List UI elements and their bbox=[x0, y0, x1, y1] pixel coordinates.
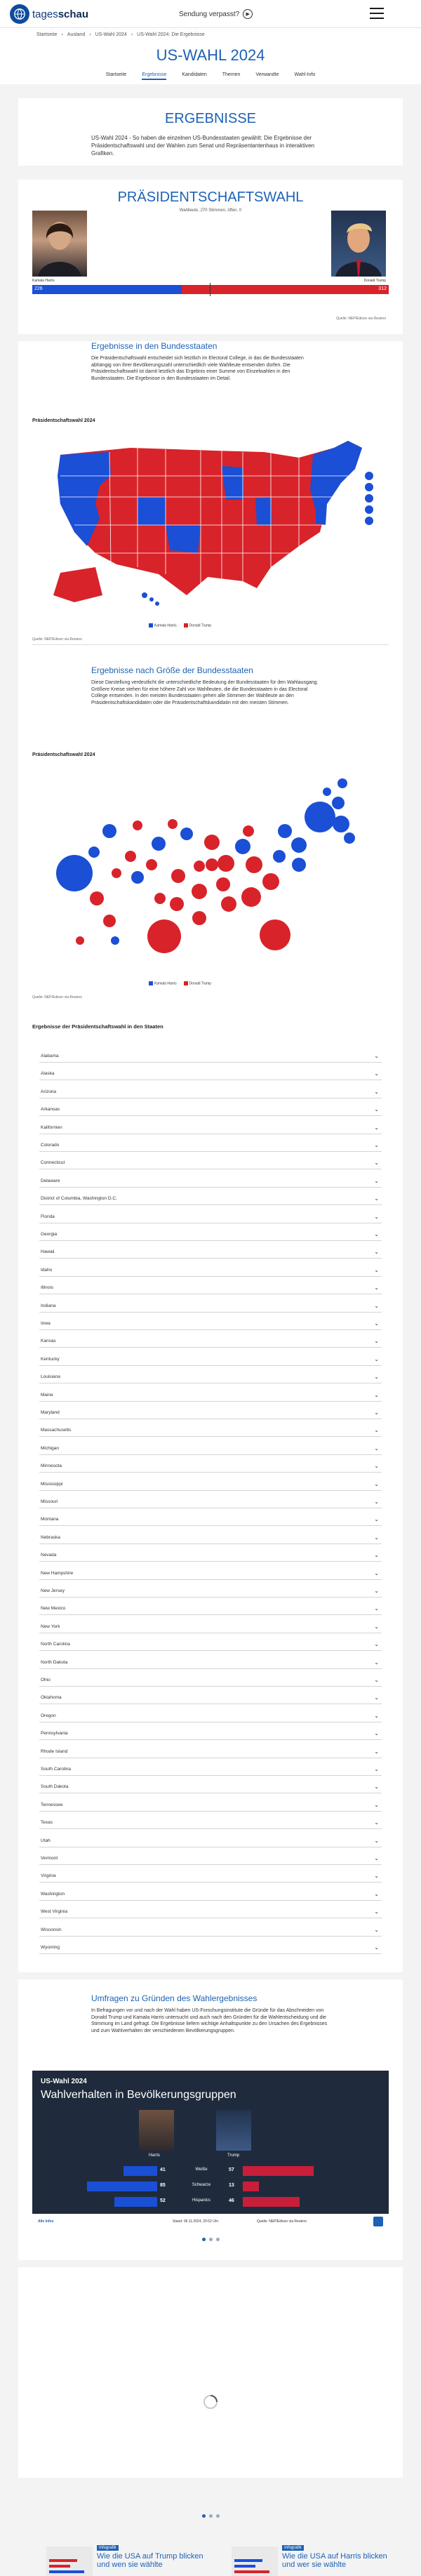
breadcrumb-item[interactable]: Ausland bbox=[67, 32, 86, 37]
harris-share-bar bbox=[123, 2166, 157, 2176]
state-name: Idaho bbox=[41, 1267, 53, 1273]
teaser-harris[interactable] bbox=[232, 2542, 400, 2576]
chevron-down-icon: ⌄ bbox=[374, 1926, 379, 1933]
state-name: New Hampshire bbox=[41, 1570, 74, 1576]
state-accordion-item[interactable] bbox=[39, 1246, 382, 1259]
chevron-down-icon: ⌄ bbox=[374, 1623, 379, 1630]
chevron-down-icon: ⌄ bbox=[374, 1427, 379, 1434]
harris-votes: 226 bbox=[34, 286, 43, 291]
chevron-down-icon: ⌄ bbox=[374, 1801, 379, 1808]
state-name: Massachusetts bbox=[41, 1428, 72, 1433]
teaser-title: Wie die USA auf Trump blicken und wen sie wählte bbox=[97, 2552, 203, 2569]
state-accordion-item[interactable] bbox=[39, 1710, 382, 1722]
teaser-kicker: Infografik bbox=[97, 2545, 119, 2551]
state-accordion-item[interactable] bbox=[39, 1050, 382, 1063]
teaser-trump[interactable] bbox=[46, 2542, 215, 2576]
state-name: Wisconsin bbox=[41, 1927, 62, 1932]
breadcrumb: Startseite › Ausland › US-Wahl 2024 › US-Wahl 2024: Die Ergebnisse bbox=[36, 32, 205, 37]
state-name: South Carolina bbox=[41, 1767, 71, 1772]
state-name: New York bbox=[41, 1624, 60, 1629]
harris-share-value: 52 bbox=[160, 2198, 166, 2203]
state-accordion-item[interactable] bbox=[39, 1852, 382, 1865]
chevron-down-icon: ⌄ bbox=[374, 1890, 379, 1897]
trump-share-bar bbox=[243, 2197, 300, 2207]
chevron-down-icon: ⌄ bbox=[374, 1730, 379, 1737]
chevron-down-icon: ⌄ bbox=[374, 1106, 379, 1113]
tab-wahl-info[interactable]: Wahl-Info bbox=[294, 72, 316, 77]
survey-group-row bbox=[32, 2165, 389, 2176]
electoral-votes-bar bbox=[32, 285, 389, 294]
state-accordion-item[interactable] bbox=[39, 1478, 382, 1491]
survey-timestamp: Stand: 06.11.2024, 20:52 Uhr bbox=[173, 2219, 219, 2224]
chevron-down-icon: ⌄ bbox=[374, 1070, 379, 1077]
chevron-down-icon: ⌄ bbox=[374, 1588, 379, 1594]
state-accordion-item[interactable] bbox=[39, 1924, 382, 1937]
brand-prefix: tages bbox=[32, 8, 58, 20]
state-accordion-item[interactable] bbox=[39, 1335, 382, 1348]
chevron-down-icon: ⌄ bbox=[374, 1837, 379, 1844]
state-name: Delaware bbox=[41, 1178, 60, 1183]
state-accordion-item[interactable] bbox=[39, 1585, 382, 1598]
chevron-down-icon: ⌄ bbox=[374, 1677, 379, 1683]
tab-ergebnisse[interactable]: Ergebnisse bbox=[142, 72, 166, 80]
state-accordion-item[interactable] bbox=[39, 1835, 382, 1847]
survey-carousel-dots[interactable] bbox=[18, 2238, 403, 2241]
state-accordion-item[interactable] bbox=[39, 1282, 382, 1294]
play-icon: ▶ bbox=[243, 9, 253, 19]
state-name: Minnesota bbox=[41, 1463, 62, 1469]
trump-share-bar bbox=[243, 2166, 314, 2176]
chevron-down-icon: ⌄ bbox=[374, 1480, 379, 1487]
page-header bbox=[0, 28, 421, 84]
chevron-down-icon: ⌄ bbox=[374, 1641, 379, 1648]
state-name: Oregon bbox=[41, 1713, 56, 1718]
state-accordion-item[interactable] bbox=[39, 1781, 382, 1793]
chevron-down-icon: ⌄ bbox=[374, 1944, 379, 1951]
state-name: Louisiana bbox=[41, 1374, 60, 1380]
harris-share-value: 85 bbox=[160, 2183, 166, 2188]
survey-group-label: Hispanics bbox=[192, 2198, 210, 2203]
trump-survey-label: Trump bbox=[227, 2153, 240, 2158]
harris-bar bbox=[32, 285, 182, 294]
state-name: Washington bbox=[41, 1891, 65, 1897]
tab-startseite[interactable]: Startseite bbox=[105, 72, 127, 77]
state-name: Montana bbox=[41, 1517, 59, 1522]
survey-source: Quelle: NEP/Edison via Reuters bbox=[257, 2219, 307, 2224]
state-accordion-item[interactable] bbox=[39, 1870, 382, 1883]
state-accordion-item[interactable] bbox=[39, 1567, 382, 1580]
state-name: Oklahoma bbox=[41, 1695, 62, 1701]
state-accordion-item[interactable] bbox=[39, 1799, 382, 1812]
state-accordion-item[interactable] bbox=[39, 1103, 382, 1116]
survey-graphic bbox=[32, 2071, 389, 2229]
survey-group-label: Schwarze bbox=[192, 2183, 211, 2187]
bubble-legend bbox=[149, 981, 211, 985]
state-accordion-item[interactable] bbox=[39, 1264, 382, 1277]
state-accordion-item[interactable] bbox=[39, 1193, 382, 1205]
teaser-chart-thumbnail bbox=[46, 2547, 93, 2576]
chevron-down-icon: ⌄ bbox=[374, 1249, 379, 1256]
trump-survey-portrait bbox=[216, 2110, 251, 2151]
state-name: Maine bbox=[41, 1392, 53, 1397]
state-name: Virginia bbox=[41, 1873, 56, 1879]
harris-portrait bbox=[32, 211, 87, 277]
state-accordion-item[interactable] bbox=[39, 1157, 382, 1169]
teaser-chart-thumbnail bbox=[232, 2547, 278, 2576]
chevron-down-icon: ⌄ bbox=[374, 1142, 379, 1148]
tagesschau-logo[interactable] bbox=[10, 4, 88, 24]
chevron-down-icon: ⌄ bbox=[374, 1231, 379, 1237]
bubble-heading: Ergebnisse nach Größe der Bundesstaaten bbox=[91, 665, 253, 675]
states-card bbox=[18, 341, 403, 1046]
state-accordion-item[interactable] bbox=[39, 1657, 382, 1669]
state-accordion-item[interactable] bbox=[39, 1817, 382, 1829]
bubble-map bbox=[32, 761, 383, 971]
chevron-down-icon: ⌄ bbox=[374, 1516, 379, 1523]
chevron-down-icon: ⌄ bbox=[374, 1195, 379, 1202]
survey-footer bbox=[32, 2214, 389, 2229]
state-name: Iowa bbox=[41, 1321, 51, 1326]
state-accordion-item[interactable] bbox=[39, 1371, 382, 1383]
brand-suffix: schau bbox=[58, 8, 89, 20]
presidential-card bbox=[18, 180, 403, 334]
state-accordion-item[interactable] bbox=[39, 1496, 382, 1508]
chevron-down-icon: ⌄ bbox=[374, 1748, 379, 1755]
state-name: Texas bbox=[41, 1820, 53, 1826]
chevron-down-icon: ⌄ bbox=[374, 1320, 379, 1327]
state-name: Georgia bbox=[41, 1232, 58, 1237]
trump-name: Donald Trump bbox=[363, 279, 386, 283]
trump-bar bbox=[182, 285, 389, 294]
survey-card-title: Wahlverhalten in Bevölkerungsgruppen bbox=[41, 2089, 236, 2101]
bubble-text: Diese Darstellung verdeutlicht die unterschiedliche Bedeutung der Bundesstaaten für den Wahlausgang. Größere Kreise stehen für eine höhere Zahl von Wahlleuten, die die Bundesstaaten in das Electoral College entsenden. In den meisten Bundesstaaten gehen alle Stimmen der Wahlleute an den Präsidentschaftskandidaten oder die Präsidentschaftskandidatin mit den meisten Stimmen. bbox=[91, 680, 319, 705]
tab-verwandte[interactable]: Verwandte bbox=[255, 72, 279, 77]
harris-survey-portrait bbox=[139, 2110, 174, 2151]
expand-icon[interactable] bbox=[373, 2217, 383, 2226]
state-accordion-item[interactable] bbox=[39, 1228, 382, 1241]
state-name: Vermont bbox=[41, 1856, 58, 1861]
state-name: Nevada bbox=[41, 1553, 57, 1558]
presidential-source: Quelle: NEP/Edison via Reuters bbox=[336, 317, 386, 321]
chevron-down-icon: ⌄ bbox=[374, 1659, 379, 1666]
chevron-down-icon: ⌄ bbox=[374, 1552, 379, 1559]
chevron-down-icon: ⌄ bbox=[374, 1088, 379, 1095]
globe-icon bbox=[10, 4, 29, 24]
state-name: Michigan bbox=[41, 1445, 60, 1451]
section-tabs bbox=[0, 72, 421, 80]
state-accordion-item[interactable] bbox=[39, 1513, 382, 1526]
state-name: West Virginia bbox=[41, 1909, 68, 1915]
hamburger-menu-icon[interactable] bbox=[370, 8, 384, 19]
trump-votes: 312 bbox=[378, 286, 387, 291]
map-colorado bbox=[138, 497, 166, 525]
missed-show-label: Sendung verpasst? bbox=[179, 10, 240, 18]
breadcrumb-item[interactable]: Startseite bbox=[36, 32, 58, 37]
bubble-legend-rep: Donald Trump bbox=[189, 981, 212, 986]
state-accordion-item[interactable] bbox=[39, 1122, 382, 1134]
chevron-down-icon: ⌄ bbox=[374, 1463, 379, 1470]
survey-card bbox=[18, 1979, 403, 2260]
breadcrumb-item[interactable]: US-Wahl 2024 bbox=[95, 32, 127, 37]
bubble-legend-dem: Kamala Harris bbox=[154, 981, 177, 986]
chevron-down-icon: ⌄ bbox=[374, 1766, 379, 1772]
chevron-down-icon: ⌄ bbox=[374, 1499, 379, 1505]
chevron-down-icon: ⌄ bbox=[374, 1445, 379, 1452]
state-accordion-item[interactable] bbox=[39, 1086, 382, 1098]
state-name: Missouri bbox=[41, 1499, 58, 1504]
chevron-down-icon: ⌄ bbox=[374, 1355, 379, 1362]
map-text: Die Präsidentschaftswahl entscheidet sich letztlich im Electoral College, in das die Bundesstaaten abhängig von ihrer Bevölkerungszahl unterschiedlich viele Wahlleute entsenden dürfen. Die Präsidentschaftswahl ist damit letztlich das Ergebnis einer Summe von Einzelwahlen in den Bundesstaaten. Die Ergebnisse in den Bundesstaaten im Detail. bbox=[91, 356, 304, 381]
state-name: Kalifornien bbox=[41, 1124, 62, 1130]
chevron-down-icon: ⌄ bbox=[374, 1338, 379, 1345]
chevron-down-icon: ⌄ bbox=[374, 1605, 379, 1612]
loading-card bbox=[18, 2267, 403, 2478]
survey-all-info-link[interactable]: Alle Infos bbox=[38, 2219, 54, 2224]
state-accordion-item[interactable] bbox=[39, 1139, 382, 1152]
map-illinois bbox=[255, 497, 272, 525]
trump-share-bar bbox=[243, 2182, 259, 2191]
state-accordion-item[interactable] bbox=[39, 1175, 382, 1188]
state-name: Alaska bbox=[41, 1071, 55, 1077]
state-accordion-item[interactable] bbox=[39, 1211, 382, 1223]
map-new-mexico bbox=[166, 525, 201, 553]
state-name: Nebraska bbox=[41, 1534, 60, 1540]
survey-kicker: US-Wahl 2024 bbox=[41, 2078, 87, 2085]
survey-heading: Umfragen zu Gründen des Wahlergebnisses bbox=[91, 1993, 258, 2003]
state-accordion-item[interactable] bbox=[39, 1727, 382, 1740]
chevron-down-icon: ⌄ bbox=[374, 1534, 379, 1541]
harris-survey-label: Harris bbox=[149, 2153, 160, 2158]
state-name: Alabama bbox=[41, 1054, 59, 1058]
state-name: Connecticut bbox=[41, 1160, 65, 1166]
chevron-down-icon: ⌄ bbox=[374, 1819, 379, 1826]
electors-subheading: Wahlleute, 270 Stimmen, öffen. 0 bbox=[179, 208, 242, 213]
state-accordion-item[interactable] bbox=[39, 1692, 382, 1704]
state-accordion-item[interactable] bbox=[39, 1389, 382, 1402]
chevron-down-icon: ⌄ bbox=[374, 1177, 379, 1184]
state-name: District of Columbia, Washington D.C. bbox=[41, 1196, 117, 1202]
chevron-down-icon: ⌄ bbox=[374, 1694, 379, 1701]
chevron-down-icon: ⌄ bbox=[374, 1124, 379, 1131]
bubble-source: Quelle: NEP/Edison via Reuters bbox=[32, 995, 82, 1000]
state-accordion-item[interactable] bbox=[39, 1674, 382, 1687]
map-legend bbox=[149, 623, 211, 628]
state-accordion-item[interactable] bbox=[39, 1300, 382, 1313]
chevron-down-icon: ⌄ bbox=[374, 1053, 379, 1059]
state-name: Colorado bbox=[41, 1143, 60, 1148]
state-accordion-item[interactable] bbox=[39, 1602, 382, 1615]
state-accordion-item[interactable] bbox=[39, 1460, 382, 1473]
results-heading: ERGEBNISSE bbox=[164, 111, 257, 126]
teaser-title: Wie die USA auf Harris blicken und wer sie wählte bbox=[282, 2552, 387, 2569]
map-source: Quelle: NEP/Edison via Reuters bbox=[32, 637, 82, 642]
map-heading: Ergebnisse in den Bundesstaaten bbox=[91, 341, 218, 351]
map-legend-rep: Donald Trump bbox=[189, 623, 212, 628]
survey-text: In Befragungen vor und nach der Wahl haben US-Forschungsinstitute die Gründe für das Abschneiden von Donald Trump und Kamala Harris untersucht und auch nach den Gründen für die Wahlentscheidung und die Stimmung im Land gefragt. Die Ergebnisse liefern wichtige Anhaltspunkte zu den Ursachen des Ergebnisses und zum Wahlverhalten der verschiedenen Bevölkerungsgruppen. bbox=[91, 2008, 328, 2033]
chevron-down-icon: ⌄ bbox=[374, 1784, 379, 1791]
state-name: South Dakota bbox=[41, 1784, 69, 1790]
survey-group-row bbox=[32, 2180, 389, 2191]
chevron-down-icon: ⌄ bbox=[374, 1391, 379, 1398]
tab-themen[interactable]: Themen bbox=[222, 72, 241, 77]
state-name: Tennessee bbox=[41, 1802, 63, 1807]
state-accordion-item[interactable] bbox=[39, 1638, 382, 1651]
harris-share-bar bbox=[87, 2182, 157, 2191]
state-name: Mississippi bbox=[41, 1481, 63, 1487]
chevron-down-icon: ⌄ bbox=[374, 1374, 379, 1381]
chevron-down-icon: ⌄ bbox=[374, 1908, 379, 1916]
bubble-chart-title: Präsidentschaftswahl 2024 bbox=[32, 752, 95, 757]
state-name: Utah bbox=[41, 1838, 51, 1843]
state-name: New Mexico bbox=[41, 1606, 66, 1612]
chevron-down-icon: ⌄ bbox=[374, 1284, 379, 1292]
state-accordion-item[interactable] bbox=[39, 1763, 382, 1776]
state-name: Arizona bbox=[41, 1089, 57, 1094]
state-accordion-item[interactable] bbox=[39, 1549, 382, 1562]
tab-kandidaten[interactable]: Kandidaten bbox=[182, 72, 207, 77]
missed-show-link[interactable] bbox=[179, 9, 253, 19]
bubble-circles bbox=[56, 778, 355, 953]
state-name: Kentucky bbox=[41, 1356, 60, 1362]
chevron-down-icon: ⌄ bbox=[374, 1266, 379, 1273]
trump-share-value: 57 bbox=[229, 2167, 234, 2172]
chevron-down-icon: ⌄ bbox=[374, 1873, 379, 1880]
state-accordion-item[interactable] bbox=[39, 1317, 382, 1330]
chevron-down-icon: ⌄ bbox=[374, 1569, 379, 1576]
results-intro-text: US-Wahl 2024 - So haben die einzelnen US-Bundesstaaten gewählt: Die Ergebnisse der Präsidentschaftswahl und der Wahlen zum Senat und Repräsentantenhaus in interaktiven Grafiken. bbox=[91, 135, 315, 157]
harris-name: Kamala Harris bbox=[32, 279, 55, 283]
chevron-down-icon: ⌄ bbox=[374, 1855, 379, 1861]
state-name: Pennsylvania bbox=[41, 1731, 68, 1737]
us-results-map bbox=[32, 427, 383, 616]
state-name: Wyoming bbox=[41, 1945, 60, 1950]
state-name: Hawaii bbox=[41, 1249, 55, 1255]
map-legend-dem: Kamala Harris bbox=[154, 623, 177, 628]
state-name: Illinois bbox=[41, 1285, 54, 1291]
page-title: US-WAHL 2024 bbox=[156, 46, 265, 64]
trump-share-value: 46 bbox=[229, 2198, 234, 2203]
state-name: Arkansas bbox=[41, 1107, 60, 1113]
state-accordion-item[interactable] bbox=[39, 1906, 382, 1918]
state-accordion-item[interactable] bbox=[39, 1888, 382, 1901]
state-accordion-item[interactable] bbox=[39, 1407, 382, 1419]
harris-share-value: 41 bbox=[160, 2167, 166, 2172]
chevron-down-icon: ⌄ bbox=[374, 1712, 379, 1719]
state-accordion-item[interactable] bbox=[39, 1068, 382, 1080]
teaser-carousel-dots[interactable] bbox=[18, 2514, 403, 2518]
state-name: North Carolina bbox=[41, 1642, 70, 1647]
chevron-down-icon: ⌄ bbox=[374, 1213, 379, 1220]
chevron-down-icon: ⌄ bbox=[374, 1409, 379, 1416]
chevron-down-icon: ⌄ bbox=[374, 1302, 379, 1309]
state-name: Kansas bbox=[41, 1339, 56, 1344]
state-accordion-item[interactable] bbox=[39, 1621, 382, 1633]
map-chart-title: Präsidentschaftswahl 2024 bbox=[32, 418, 95, 423]
harris-share-bar bbox=[114, 2197, 157, 2207]
survey-group-label: Weiße bbox=[195, 2167, 208, 2172]
state-name: Indiana bbox=[41, 1303, 56, 1308]
state-accordion-item[interactable] bbox=[39, 1353, 382, 1366]
state-accordion-item[interactable] bbox=[39, 1532, 382, 1544]
state-accordion-item[interactable] bbox=[39, 1941, 382, 1954]
state-accordion-item[interactable] bbox=[39, 1424, 382, 1437]
state-name: Maryland bbox=[41, 1410, 60, 1415]
states-list-title: Ergebnisse der Präsidentschaftswahl in den Staaten bbox=[32, 1023, 163, 1030]
loading-spinner-icon bbox=[202, 2394, 219, 2410]
state-name: New Jersey bbox=[41, 1588, 65, 1593]
state-accordion-item[interactable] bbox=[39, 1746, 382, 1758]
results-intro-card bbox=[18, 98, 403, 166]
survey-group-row bbox=[32, 2196, 389, 2207]
breadcrumb-item: US-Wahl 2024: Die Ergebnisse bbox=[137, 32, 205, 37]
top-navigation-bar bbox=[0, 0, 421, 28]
state-name: Rhode Island bbox=[41, 1748, 68, 1754]
state-accordion-item[interactable] bbox=[39, 1442, 382, 1455]
state-name: Florida bbox=[41, 1214, 55, 1219]
state-name: Ohio bbox=[41, 1678, 51, 1682]
state-name: North Dakota bbox=[41, 1659, 68, 1665]
trump-portrait bbox=[331, 211, 386, 277]
presidential-heading: PRÄSIDENTSCHAFTSWAHL bbox=[117, 190, 304, 205]
teaser-kicker: Infografik bbox=[282, 2545, 304, 2551]
trump-share-value: 13 bbox=[229, 2183, 234, 2188]
chevron-down-icon: ⌄ bbox=[374, 1160, 379, 1167]
